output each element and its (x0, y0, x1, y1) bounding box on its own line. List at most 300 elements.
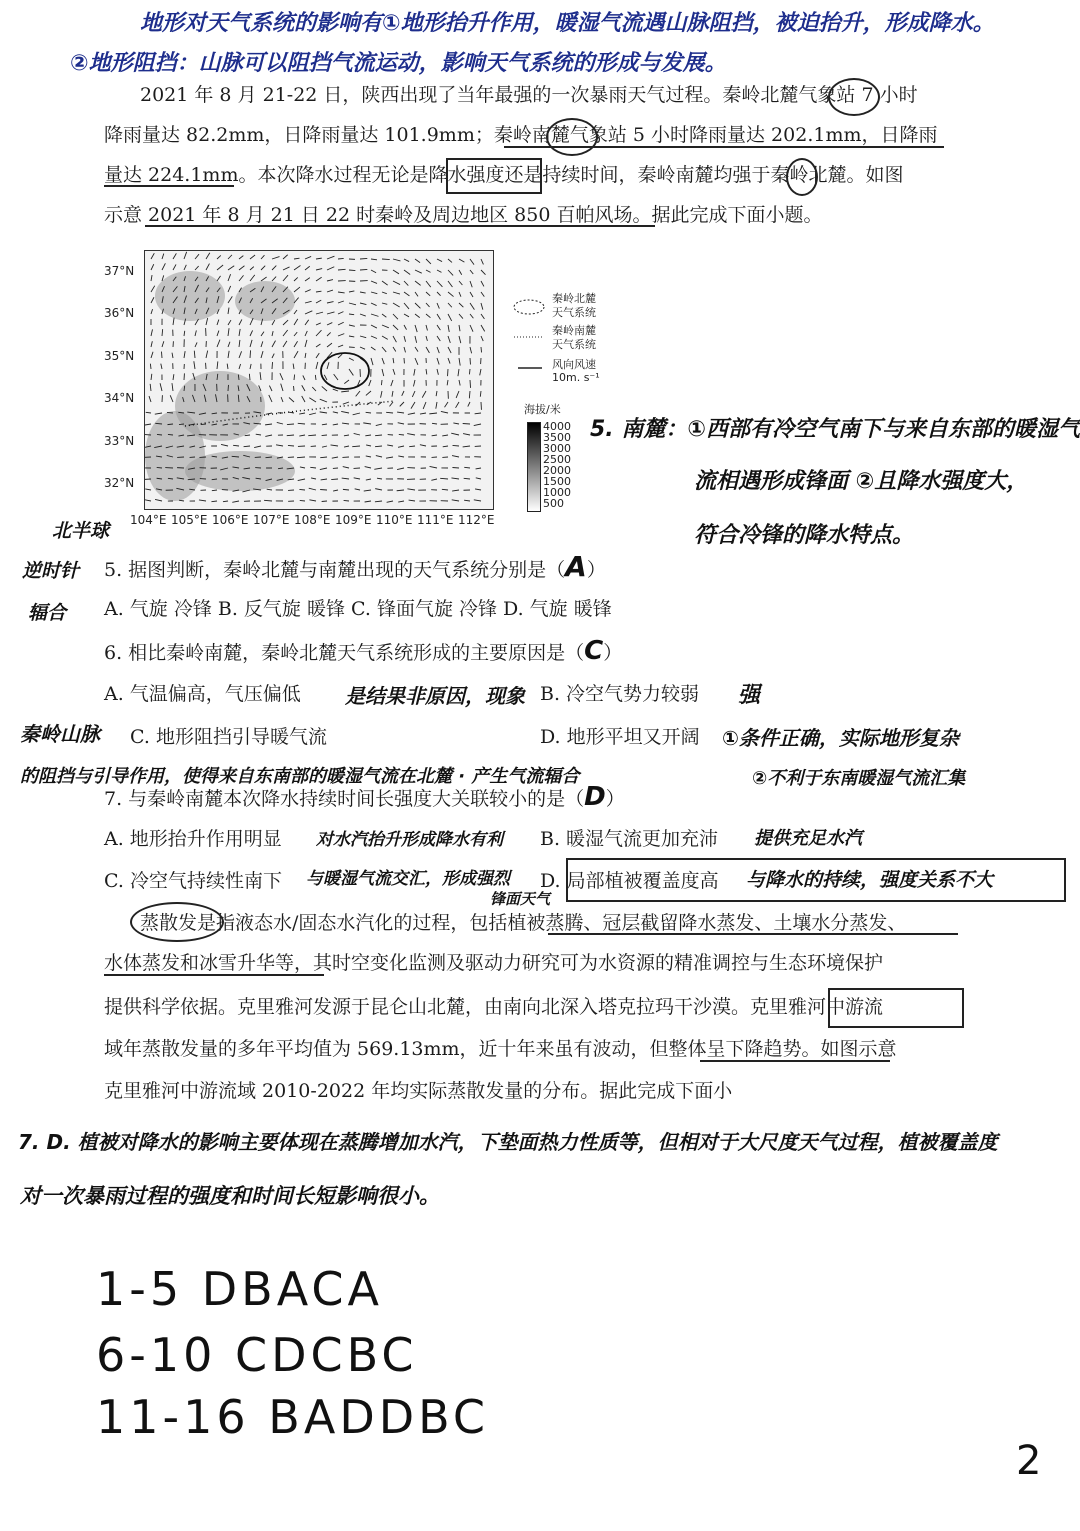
wind-vector (459, 325, 460, 331)
wind-vector (437, 347, 439, 353)
elevation-legend-value: 1500 (543, 475, 571, 488)
wind-vector (217, 255, 221, 259)
question-7-stem (104, 778, 625, 818)
wind-vector (475, 413, 481, 414)
handwritten-note-q5-2: 流相遇形成锋面 ②且降水强度大， (694, 469, 1029, 494)
handwritten-note-q6-d-2: ②不利于东南暖湿气流汇集 (752, 768, 966, 789)
wind-vector (228, 328, 229, 336)
wind-vector (250, 267, 254, 270)
passage-2-line-3: 提供科学依据。克里雅河发源于昆仑山北麓，由南向北深入塔克拉玛干沙漠。克里雅河中游流 (104, 996, 884, 1018)
wind-vector (393, 314, 398, 319)
wind-vector (470, 303, 474, 310)
wind-vector (349, 303, 356, 305)
wind-vector (349, 270, 355, 271)
wind-vector (470, 380, 471, 388)
legend-north-symbol (512, 298, 546, 316)
wind-vector (393, 303, 400, 307)
wind-vector (310, 467, 316, 468)
wind-vector (481, 347, 482, 352)
wind-vector (371, 314, 378, 316)
wind-vector (470, 325, 473, 332)
wind-vector (430, 466, 437, 468)
wind-vector (145, 424, 151, 425)
question-6-option-c: C. 地形阻挡引导暖气流 (130, 726, 327, 748)
wind-vector (221, 444, 228, 446)
wind-vector (250, 364, 251, 369)
wind-vector (294, 351, 298, 358)
wind-vector (283, 320, 288, 325)
wind-vector (300, 467, 305, 468)
wind-vector (151, 253, 154, 259)
wind-vector (338, 322, 344, 325)
legend-south-label-1: 秦岭南麓 (552, 324, 596, 337)
wind-vector (393, 347, 396, 352)
wind-vector (261, 255, 264, 259)
passage-1-line-3: 量达 224.1mm。本次降水过程无论是降水强度还是持续时间，秦岭南麓均强于秦岭北麓。如图 (104, 164, 904, 186)
wind-vector (464, 500, 470, 501)
wind-vector (227, 364, 228, 369)
wind-vector (426, 259, 431, 264)
passage-1-line-2: 降雨量达 82.2mm，日降雨量达 101.9mm；秦岭南麓气象站 5 小时降雨量达 202.1mm，日降雨 (104, 124, 938, 146)
wind-vector (316, 323, 321, 325)
wind-vector (233, 445, 239, 446)
circle-mark (786, 158, 818, 196)
wind-vector (320, 457, 327, 458)
wind-vector (375, 501, 382, 502)
wind-vector (422, 391, 426, 398)
wind-vector (432, 435, 437, 436)
wind-vector (334, 374, 338, 380)
legend-wind-label-1: 风向风速 (552, 358, 596, 371)
wind-vector (184, 265, 186, 270)
wind-vector (442, 489, 448, 490)
handwritten-note-q6-b: 强 (738, 683, 761, 708)
wind-vector (404, 270, 410, 274)
wind-vector (302, 385, 305, 391)
wind-vector (327, 256, 334, 259)
wind-vector (360, 314, 366, 316)
wind-vector (404, 347, 405, 352)
wind-vector (173, 253, 176, 259)
handwritten-note-q7-a: 对水汽抬升形成降水有利 (316, 830, 503, 850)
wind-vector (371, 281, 377, 283)
wind-vector (366, 479, 371, 480)
wind-vector (184, 252, 187, 259)
wind-vector (382, 369, 384, 376)
wind-vector (333, 412, 338, 413)
wind-vector (426, 369, 427, 374)
wind-vector (272, 331, 273, 336)
wind-vector (267, 489, 272, 490)
wind-vector (299, 413, 305, 414)
wind-vector (217, 331, 219, 336)
wind-vector (250, 330, 253, 336)
wind-vector (448, 259, 452, 262)
wind-vector (360, 347, 365, 349)
wind-vector (415, 259, 420, 263)
wind-vector (476, 478, 481, 479)
wind-vector (382, 325, 389, 328)
wind-vector (206, 318, 208, 325)
wind-vector (415, 292, 418, 296)
wind-vector (448, 347, 451, 353)
wind-vector (386, 457, 393, 458)
wind-vector (392, 391, 393, 397)
wind-vector (281, 384, 283, 391)
wind-vector (299, 489, 305, 490)
wind-vector (469, 369, 470, 374)
underline-mark (145, 225, 655, 227)
wind-vector (437, 336, 440, 341)
wind-vector (283, 267, 290, 270)
wind-vector (161, 352, 162, 358)
wind-vector (256, 434, 261, 435)
wind-vector (194, 361, 195, 369)
wind-vector (481, 336, 483, 341)
wind-vector (288, 445, 294, 446)
wind-vector (305, 256, 311, 259)
wind-vector (223, 501, 228, 502)
wind-vector (371, 270, 376, 273)
handwritten-note-q7-b: 提供充足水汽 (754, 828, 862, 849)
wind-vector (239, 319, 242, 325)
wind-vector (228, 351, 229, 358)
wind-vector (367, 402, 371, 405)
wind-vector (228, 320, 231, 325)
wind-vector (162, 254, 164, 259)
wind-vector (356, 391, 360, 396)
wind-vector (436, 402, 437, 409)
wind-vector (343, 489, 349, 490)
question-7-option-c: C. 冷空气持续性南下 (104, 870, 282, 892)
wind-vector (327, 312, 334, 314)
wind-vector (344, 380, 349, 384)
question-7-option-b: B. 暖湿气流更加充沛 (540, 828, 719, 850)
wind-vector (173, 318, 174, 325)
wind-vector (261, 266, 265, 270)
passage-2-line-1: 蒸散发是指液态水/固态水汽化的过程，包括植被蒸腾、冠层截留降水蒸发、土壤水分蒸发、 (140, 912, 907, 934)
wind-vector (409, 446, 415, 447)
passage-2-line-5: 克里雅河中游流域 2010-2022 年均实际蒸散发量的分布。据此完成下面小 (104, 1080, 733, 1102)
question-6-option-b: B. 冷空气势力较弱 (540, 683, 700, 705)
wind-vector (448, 358, 450, 364)
lat-label: 35°N (104, 349, 135, 363)
wind-vector (333, 424, 338, 425)
wind-vector (398, 423, 404, 424)
wind-vector (404, 303, 409, 309)
wind-vector (322, 424, 327, 425)
wind-vector (272, 341, 275, 347)
wind-vector (448, 314, 452, 321)
wind-vector (443, 446, 448, 447)
wind-vector (481, 314, 484, 319)
wind-vector (272, 362, 273, 369)
wind-vector (371, 303, 377, 306)
wind-vector (151, 374, 152, 380)
wind-vector (199, 500, 206, 501)
wind-vector (179, 424, 184, 425)
wind-vector (206, 253, 210, 259)
lon-label: 109°E (335, 513, 372, 527)
wind-vector (463, 446, 470, 447)
wind-vector (338, 312, 343, 314)
wind-vector (217, 340, 220, 347)
wind-vector (448, 292, 454, 297)
wind-vector (228, 266, 234, 270)
wind-vector (195, 254, 199, 259)
wind-vector (322, 446, 327, 447)
wind-vector (261, 277, 267, 281)
wind-vector (160, 383, 162, 391)
wind-vector (459, 380, 460, 386)
terrain-shading (235, 281, 295, 321)
wind-vector (297, 457, 305, 458)
wind-vector (294, 319, 298, 325)
wind-vector (404, 281, 408, 286)
wind-vector (338, 269, 346, 270)
wind-vector (382, 292, 387, 294)
wind-vector (382, 281, 388, 285)
wind-vector (452, 500, 459, 501)
wind-vector (426, 292, 430, 296)
wind-vector (341, 411, 349, 413)
wind-vector (228, 255, 232, 259)
wind-vector (431, 479, 437, 480)
wind-vector (480, 369, 481, 375)
wind-vector (338, 334, 344, 336)
wind-vector (363, 423, 371, 424)
wind-vector (397, 490, 404, 491)
wind-vector (157, 467, 162, 468)
wind-vector (397, 412, 404, 413)
wind-vector (305, 278, 310, 281)
wind-vector (172, 353, 173, 358)
wind-vector (305, 266, 310, 270)
wind-vector (327, 267, 334, 270)
wind-vector (338, 292, 345, 293)
elevation-color-bar (527, 422, 541, 512)
handwritten-note-q5-3: 符合冷锋的降水特点。 (694, 523, 915, 548)
wind-vector (272, 257, 280, 259)
wind-vector (342, 478, 349, 479)
question-5-options: A. 气旋 冷锋 B. 反气旋 暖锋 C. 锋面气旋 冷锋 D. 气旋 暖锋 (104, 598, 612, 620)
wind-vector (382, 347, 386, 352)
wind-vector (316, 353, 319, 358)
wind-vector (437, 259, 442, 262)
wind-vector (162, 329, 163, 336)
wind-vector (426, 303, 430, 307)
wind-vector (415, 347, 418, 352)
wind-vector (463, 434, 470, 435)
wind-vector (287, 435, 294, 436)
wind-vector (283, 330, 288, 336)
wind-vector (342, 423, 349, 424)
wind-vector (447, 380, 448, 385)
wind-vector (391, 380, 393, 386)
wind-vector (272, 277, 276, 281)
wind-vector (250, 255, 255, 259)
wind-vector (397, 468, 404, 470)
wind-vector (324, 375, 327, 380)
wind-vector (469, 391, 470, 398)
answer-key-11-16: 11-16 BADDBC (96, 1390, 490, 1444)
question-7-stem-text: 7. 与秦岭南麓本次降水持续时间长强度大关联较小的是（ (104, 788, 585, 810)
wind-vector (316, 300, 321, 303)
wind-vector (481, 281, 484, 286)
passage-1-line-1: 2021 年 8 月 21-22 日，陕西出现了当年最强的一次暴雨天气过程。秦岭北麓气象站 7 小时 (140, 84, 918, 106)
wind-vector (481, 270, 486, 275)
wind-vector (289, 398, 294, 402)
wind-vector (316, 344, 320, 347)
wind-vector (320, 412, 327, 413)
wind-vector (448, 336, 450, 343)
lat-label: 32°N (104, 476, 135, 490)
wind-vector (321, 479, 327, 480)
wind-vector (414, 369, 415, 376)
question-5-stem (104, 548, 606, 589)
wind-vector (459, 259, 464, 262)
wind-vector (393, 358, 394, 363)
wind-vector (387, 445, 393, 446)
wind-vector (265, 424, 272, 425)
question-6-stem-end: ） (603, 642, 623, 664)
wind-vector (374, 468, 382, 469)
wind-vector (287, 424, 294, 425)
wind-vector (459, 281, 462, 285)
elevation-legend-value: 500 (543, 497, 564, 510)
wind-vector (382, 314, 386, 317)
wind-vector (415, 336, 417, 343)
wind-vector (232, 501, 239, 502)
wind-vector (344, 500, 349, 501)
wind-vector (338, 301, 344, 303)
wind-vector (217, 320, 219, 325)
wind-vector (371, 325, 377, 328)
question-7-option-d: D. 局部植被覆盖度高 (540, 870, 719, 892)
wind-vector (322, 435, 327, 436)
wind-vector (269, 386, 272, 391)
wind-vector (309, 398, 316, 402)
wind-vector (260, 372, 261, 380)
wind-vector (305, 340, 307, 347)
wind-vector (161, 364, 162, 369)
wind-vector (254, 446, 261, 448)
wind-vector (452, 456, 459, 457)
wind-vector (470, 314, 473, 318)
wind-vector (398, 456, 404, 457)
wind-vector (393, 325, 398, 330)
wind-vector (429, 413, 437, 414)
wind-vector (327, 280, 333, 281)
wind-vector (194, 351, 195, 358)
wind-vector (239, 275, 244, 281)
handwritten-note-top-2: ②地形阻挡：山脉可以阻挡气流运动，影响天气系统的形成与发展。 (70, 51, 727, 76)
wind-vector (481, 292, 484, 297)
passage-1-line-4: 示意 2021 年 8 月 21 日 22 时秦岭及周边地区 850 百帕风场。据此完成下面小题。 (104, 204, 823, 226)
wind-vector (327, 302, 334, 303)
wind-vector (315, 375, 316, 380)
wind-vector (239, 256, 243, 259)
wind-vector (333, 490, 338, 491)
wind-vector (415, 325, 417, 332)
wind-vector (162, 341, 164, 347)
handwritten-margin-note-c: 辐合 (28, 602, 67, 624)
wind-vector (404, 314, 409, 317)
wind-vector (250, 340, 252, 347)
wind-vector (172, 383, 173, 391)
wind-vector (145, 500, 151, 501)
wind-vector (261, 341, 263, 347)
wind-vector (281, 397, 283, 402)
wind-vector (149, 396, 151, 402)
wind-vector (184, 351, 185, 358)
wind-vector (404, 259, 409, 262)
wind-vector (320, 468, 327, 470)
wind-vector (151, 286, 155, 292)
wind-vector (404, 336, 406, 342)
wind-vector (437, 270, 441, 272)
wind-vector (151, 341, 152, 347)
wind-vector (474, 424, 481, 426)
page-number: 2 (1016, 1438, 1046, 1484)
wind-vector (261, 351, 263, 358)
wind-vector (283, 275, 288, 281)
wind-vector (366, 445, 371, 446)
wind-vector (261, 332, 264, 336)
answer-key-6-10: 6-10 CDCBC (96, 1328, 418, 1382)
wind-vector (250, 275, 255, 281)
lat-label: 33°N (104, 434, 135, 448)
wind-vector (393, 259, 400, 261)
wind-vector (366, 391, 371, 395)
wind-vector (393, 281, 400, 285)
wind-vector (386, 412, 393, 413)
wind-vector (437, 358, 439, 365)
lon-label: 107°E (253, 513, 290, 527)
wind-vector (441, 411, 448, 413)
wind-vector (327, 343, 332, 347)
circle-mark (828, 78, 880, 116)
wind-vector (437, 325, 440, 330)
wind-vector (398, 501, 404, 502)
handwritten-explanation-1: 7. D. 植被对降水的影响主要体现在蒸腾增加水汽，下垫面热力性质等，但相对于大尺度天气过程，植被覆盖度 (18, 1130, 998, 1154)
wind-vector (343, 467, 349, 468)
wind-vector (211, 501, 217, 502)
underline-mark (104, 974, 324, 976)
wind-vector (349, 325, 355, 326)
wind-vector (217, 265, 223, 270)
wind-vector (426, 347, 429, 353)
wind-vector (155, 499, 162, 501)
question-6-option-d: D. 地形平坦又开阔 (540, 726, 700, 748)
wind-vector (448, 303, 452, 307)
lat-label: 34°N (104, 391, 135, 405)
wind-vector (151, 297, 154, 303)
wind-vector (151, 309, 153, 314)
wind-vector (459, 358, 460, 366)
wind-vector (468, 402, 470, 407)
wind-vector (452, 490, 459, 491)
wind-vector (451, 433, 459, 435)
wind-vector (151, 264, 154, 270)
wind-vector (475, 489, 481, 490)
wind-vector (228, 274, 231, 281)
question-5-handwritten-answer: A (565, 550, 587, 583)
wind-vector (327, 290, 333, 292)
wind-vector (294, 310, 297, 314)
wind-vector (264, 500, 272, 501)
wind-vector (369, 380, 371, 386)
